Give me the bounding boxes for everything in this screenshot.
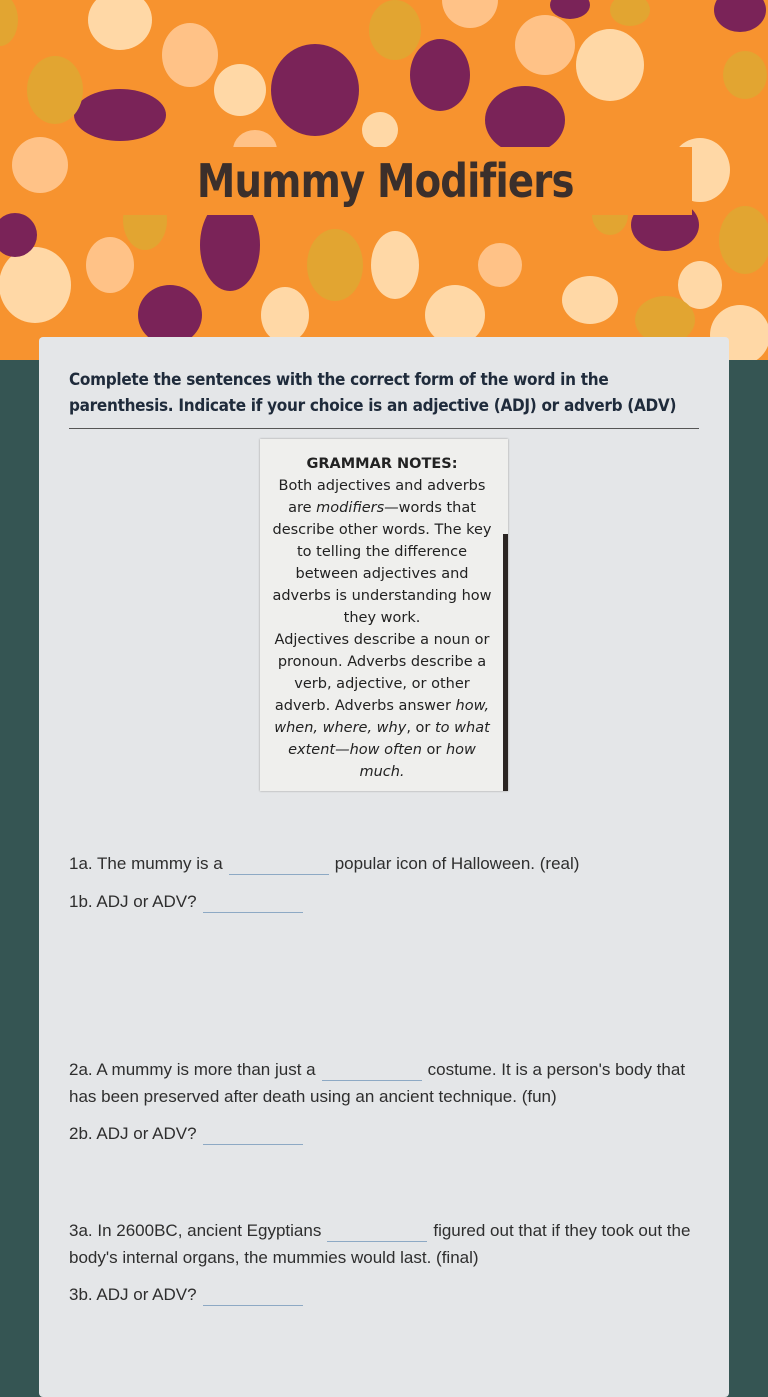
question-1b (69, 888, 709, 915)
question-2a-text: 2a. A mummy is more than just a (69, 1060, 316, 1079)
notes-q3: how much. (359, 742, 476, 780)
notes-line1: Both adjectives and adverbs are (278, 478, 486, 516)
grammar-notes-heading: GRAMMAR NOTES: (306, 456, 458, 472)
question-1a-text: 1a. The mummy is a (69, 854, 223, 873)
notes-q1: how, when, where, why (274, 698, 490, 736)
notes-or2: or (421, 742, 446, 758)
answer-3b-input[interactable] (203, 1287, 303, 1306)
question-2a-text-after: costume. It is a person's body that has been preserved after death using an ancient technique. (fun) (69, 1060, 686, 1106)
instructions: Complete the sentences with the correct form of the word in the parenthesis. Indicate if your choice is an adjective (ADJ) or adverb (ADV) (69, 370, 677, 416)
question-1a-text-after: popular icon of Halloween. (real) (334, 854, 580, 873)
torn-edge (503, 534, 508, 791)
answer-2a-input[interactable] (322, 1062, 422, 1081)
question-3a-text-after: figured out that if they took out the body's internal organs, the mummies would last. (final) (69, 1221, 691, 1267)
title-bar (78, 147, 692, 215)
question-3a (69, 1217, 709, 1271)
answer-1a-input[interactable] (229, 856, 329, 875)
notes-line2: —words that describe other words. The key to telling the difference between adjectives and adverbs is understanding how they work. (272, 500, 492, 626)
notes-line3: Adjectives describe a noun or pronoun. Adverbs describe a verb, adjective, or other adverb. Adverbs answer (274, 632, 490, 714)
notes-or1: , or (406, 720, 435, 736)
question-2b-text: 2b. ADJ or ADV? (69, 1124, 197, 1143)
page-title: Mummy Modifiers (196, 154, 574, 208)
question-3a-text: 3a. In 2600BC, ancient Egyptians (69, 1221, 322, 1240)
question-3b-text: 3b. ADJ or ADV? (69, 1285, 197, 1304)
question-1b-text: 1b. ADJ or ADV? (69, 892, 197, 911)
question-1a (69, 850, 709, 877)
question-2a (69, 1056, 709, 1110)
answer-1b-input[interactable] (203, 894, 303, 913)
answer-2b-input[interactable] (203, 1126, 303, 1145)
notes-q2: to what extent—how often (288, 720, 490, 758)
worksheet-card (39, 337, 729, 1397)
answer-3a-input[interactable] (327, 1223, 427, 1242)
question-2b (69, 1120, 709, 1147)
grammar-notes-text (268, 453, 496, 783)
notes-modifiers: modifiers (316, 500, 385, 516)
grammar-notes-image (260, 439, 508, 791)
question-3b (69, 1281, 709, 1308)
ghost-pattern-banner (0, 0, 768, 360)
divider (69, 428, 699, 429)
